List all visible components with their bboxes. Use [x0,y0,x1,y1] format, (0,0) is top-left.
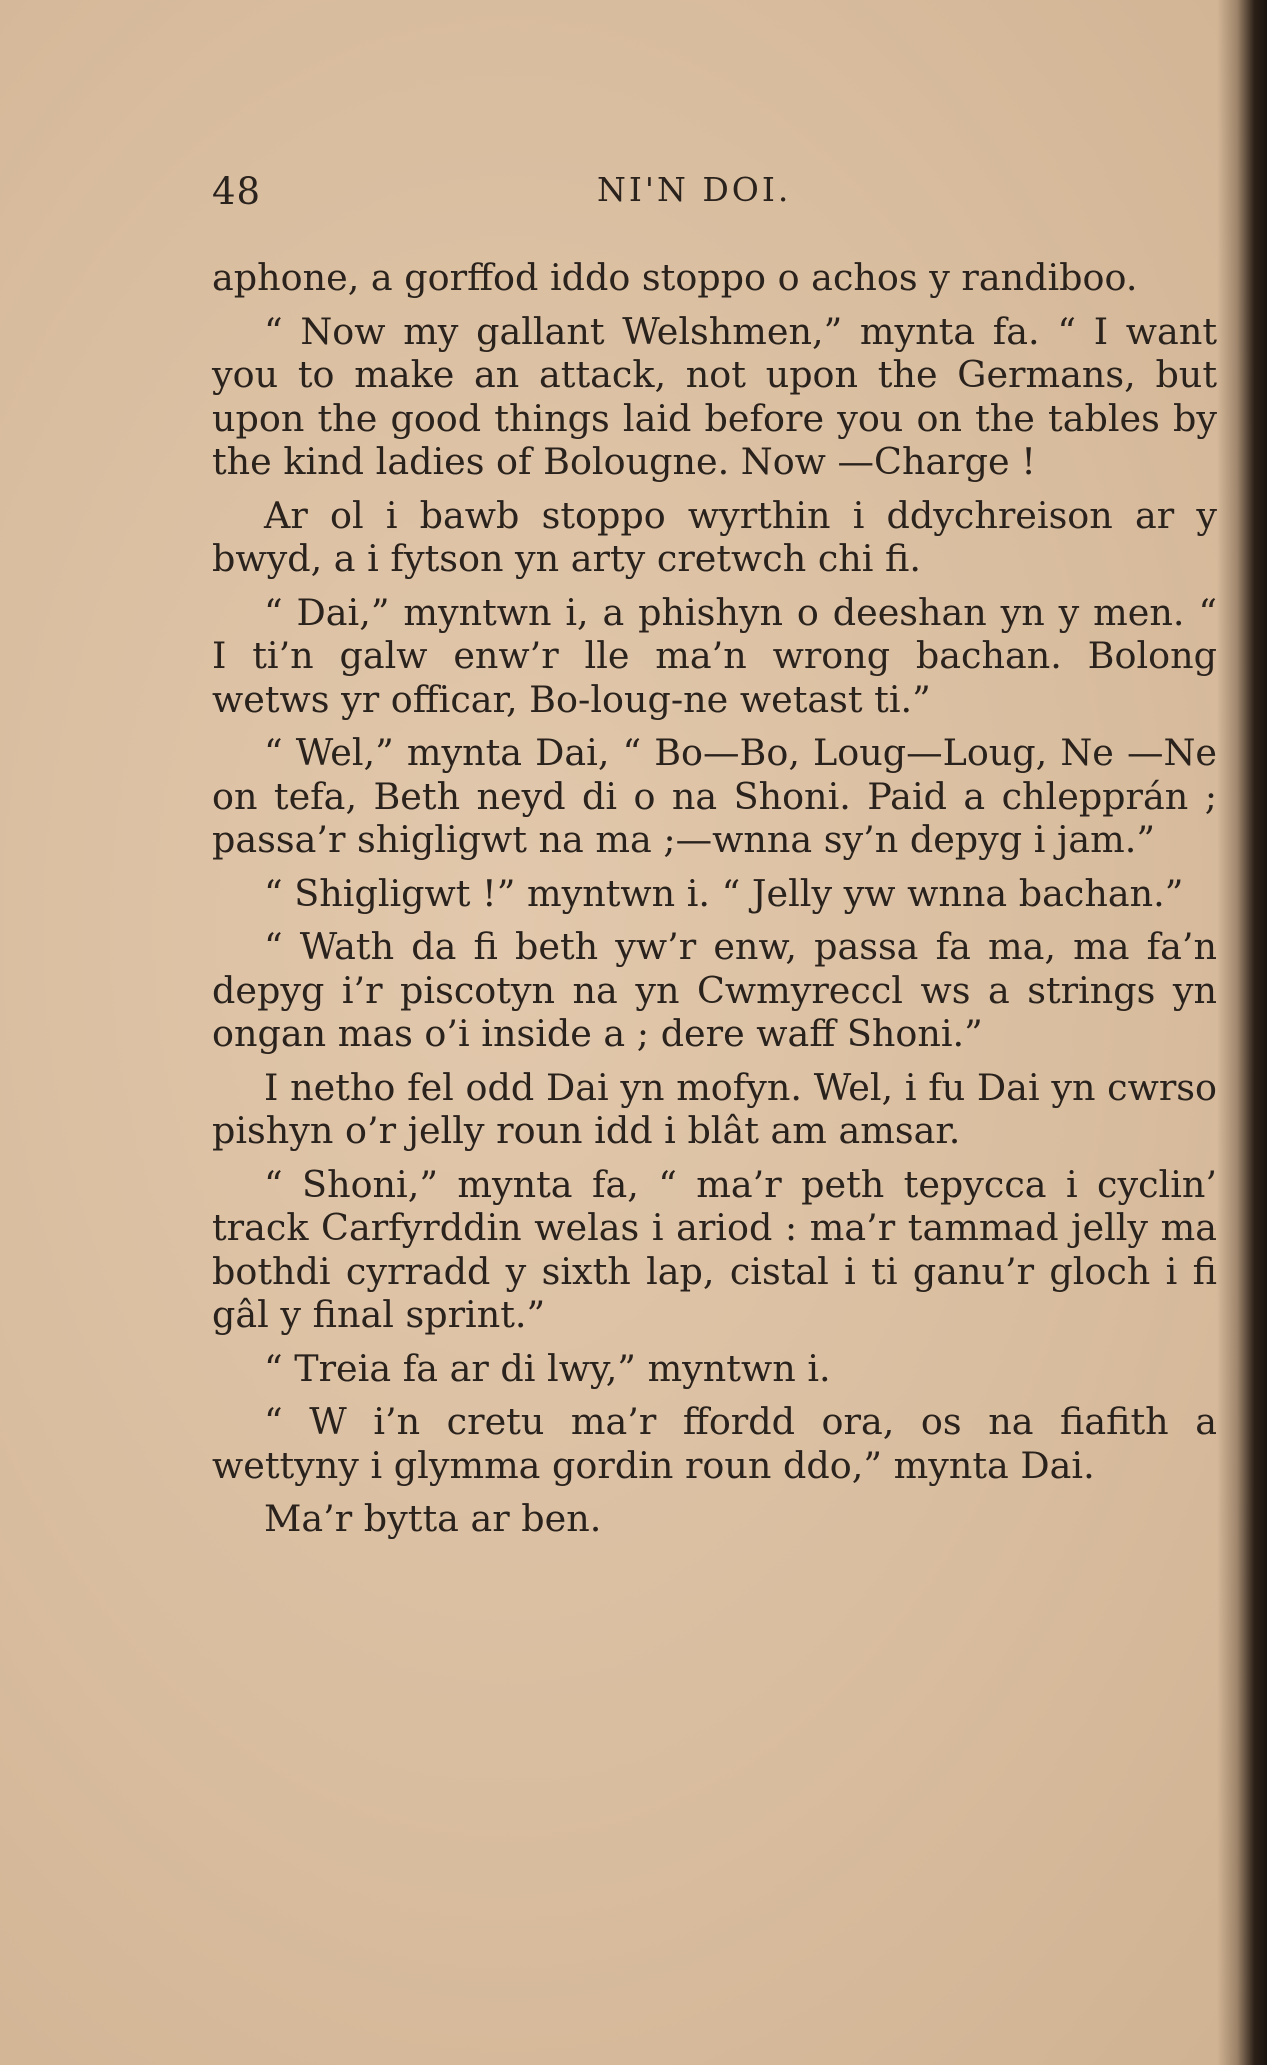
paragraph-2: “ Now my gallant Welshmen,” mynta fa. “ I want you to make an attack, not upon the Germans, but upon the good things laid before you on the tables by the kind ladies of Bolougne. Now —Charge ! [212,309,1217,483]
page-number: 48 [212,170,262,213]
paragraph-4: “ Dai,” myntwn i, a phishyn o deeshan yn y men. “ I ti’n galw enw’r lle ma’n wrong bachan. Bolong wetws yr officar, Bo-loug-ne wetast ti.” [212,590,1217,721]
running-title: NI'N DOI. [597,170,792,209]
page-edge-shadow [1217,0,1267,2065]
paragraph-5: “ Wel,” mynta Dai, “ Bo—Bo, Loug—Loug, Ne —Ne on tefa, Beth neyd di o na Shoni. Paid a chlepprán ; passa’r shigligwt na ma ;—wnna sy’n depyg i jam.” [212,731,1217,861]
paragraph-6: “ Shigligwt !” myntwn i. “ Jelly yw wnna bachan.” [264,871,1184,915]
paragraph-12: Ma’r bytta ar ben. [264,1497,602,1540]
page-header [212,170,1217,220]
paragraph-10: “ Treia fa ar di lwy,” myntwn i. [264,1346,831,1390]
paragraph-8: I netho fel odd Dai yn mofyn. Wel, i fu Dai yn cwrso pishyn o’r jelly roun idd i blât am amsar. [212,1065,1217,1152]
body-text [212,256,1217,1551]
paragraph-11: “ W i’n cretu ma’r ffordd ora, os na fiafith a wettyny i glymma gordin roun ddo,” mynta Dai. [212,1400,1217,1487]
paragraph-9: “ Shoni,” mynta fa, “ ma’r peth tepycca i cyclin’ track Carfyrddin welas i ariod : ma’r tammad jelly ma bothdi cyrradd y sixth lap, cistal i ti ganu’r gloch i fi gâl y final sprint.” [212,1162,1217,1336]
paragraph-1: aphone, a gorffod iddo stoppo o achos y randiboo. [212,256,1138,299]
paragraph-7: “ Wath da fi beth yw’r enw, passa fa ma, ma fa’n depyg i’r piscotyn na yn Cwmyreccl ws a strings yn ongan mas o’i inside a ; dere waff Shoni.” [212,925,1217,1055]
paragraph-3: Ar ol i bawb stoppo wyrthin i ddychreison ar y bwyd, a i fytson yn arty cretwch chi fi. [212,493,1217,580]
